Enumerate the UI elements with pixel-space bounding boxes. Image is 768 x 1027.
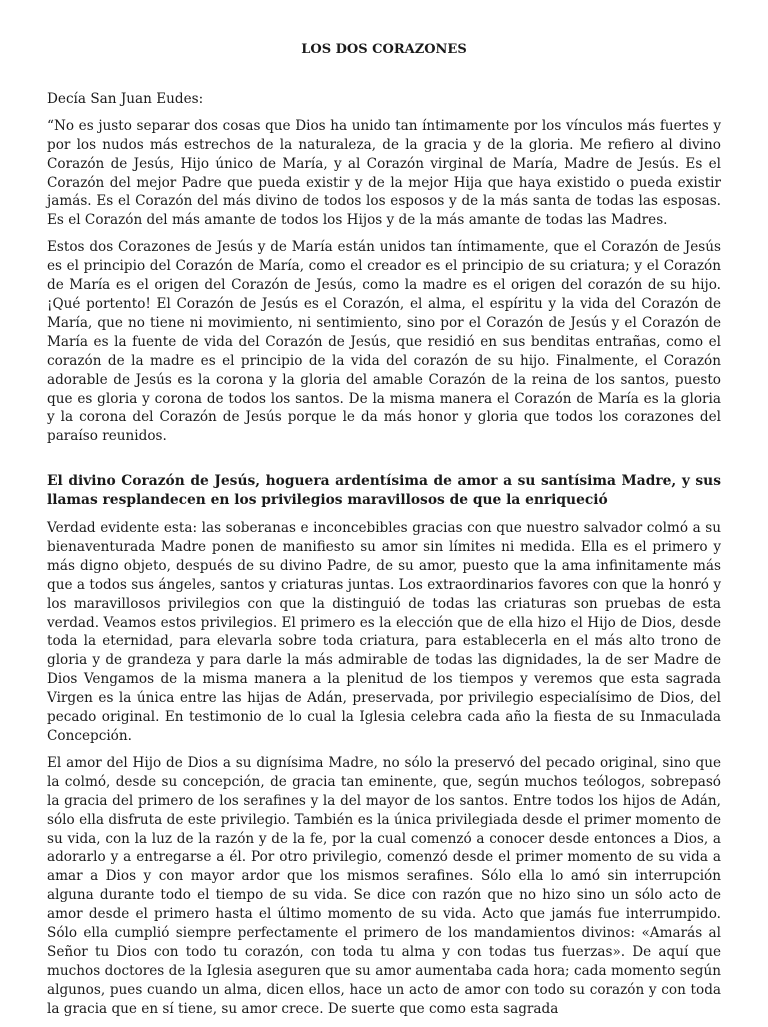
document-title: LOS DOS CORAZONES	[301, 42, 467, 57]
paragraph-two-hearts: Estos dos Corazones de Jesús y de María están unidos tan íntimamente, que el Corazón de Jesús es el principio del Corazón de María, como el creador es el principio de su criatura; y el Corazón de María es el origen del Corazón de Jesús, como la madre es el origen del corazón de su hijo. ¡Qué portento! El Corazón de Jesús es el Corazón, el alma, el espíritu y la vida del Corazón de María, que no tiene ni movimiento, ni sentimiento, sino por el Corazón de Jesús y el Corazón de María es la fuente de vida del Corazón de Jesús, que residió en sus benditas entrañas, como el corazón de la madre es el principio de la vida del corazón de su hijo. Finalmente, el Corazón adorable de Jesús es la corona y la gloria del amable Corazón de la reina de los santos, puesto que es gloria y corona de todos los santos. De la misma manera el Corazón de María es la gloria y la corona del Corazón de Jesús porque le da más honor y gloria que todos los corazones del paraíso reunidos.	[47, 239, 721, 445]
paragraph-privileges: Verdad evidente esta: las soberanas e inconcebibles gracias con que nuestro salvador colmó a su bienaventurada Madre ponen de manifiesto su amor sin límites ni medida. Ella es el primero y más digno objeto, después de su divino Padre, de su amor, puesto que la ama infinitamente más que a todos sus ángeles, santos y criaturas juntas. Los extraordinarios favores con que la honró y los maravillosos privilegios con que la distinguió de todas las criaturas son pruebas de esta verdad. Veamos estos privilegios. El primero es la elección que de ella hizo el Hijo de Dios, desde toda la eternidad, para elevarla sobre toda criatura, para establecerla en el más alto trono de gloria y de grandeza y para darle la más admirable de todas las dignidades, la de ser Madre de Dios Vengamos de la misma manera a la plenitud de los tiempos y veremos que esta sagrada Virgen es la única entre las hijas de Adán, preservada, por privilegio especialísimo de Dios, del pecado original. En testimonio de lo cual la Iglesia celebra cada año la fiesta de su Inmaculada Concepción.	[47, 520, 721, 744]
paragraph-love-of-son: El amor del Hijo de Dios a su dignísima Madre, no sólo la preservó del pecado original, sino que la colmó, desde su concepción, de gracia tan eminente, que, según muchos teólogos, sobrepasó la gracia del primero de los serafines y la del mayor de los santos. Entre todos los hijos de Adán, sólo ella disfruta de este privilegio. También es la única privilegiada desde el primer momento de su vida, con la luz de la razón y de la fe, por la cual comenzó a conocer desde entonces a Dios, a adorarlo y a entregarse a él. Por otro privilegio, comenzó desde el primer momento de su vida a amar a Dios y con mayor ardor que los mismos serafines. Sólo ella lo amó sin interrupción alguna durante todo el tiempo de su vida. Se dice con razón que no hizo sino un sólo acto de amor desde el primero hasta el último momento de su vida. Acto que jamás fue interrumpido. Sólo ella cumplió siempre perfectamente el primero de los mandamientos divinos: «Amarás al Señor tu Dios con todo tu corazón, con toda tu alma y con todas tus fuerzas». De aquí que muchos doctores de la Iglesia aseguren que su amor aumentaba cada hora; cada momento según algunos, pues cuando un alma, dicen ellos, hace un acto de amor con todo su corazón y con toda la gracia que en sí tiene, su amor crece. De suerte que como esta sagrada	[47, 754, 721, 1017]
paragraph-quote: “No es justo separar dos cosas que Dios ha unido tan íntimamente por los vínculos más fuertes y por los nudos más estrechos de la naturaleza, de la gracia y de la gloria. Me refiero al divino Corazón de Jesús, Hijo único de María, y al Corazón virginal de María, Madre de Jesús. Es el Corazón del mejor Padre que pueda existir y de la mejor Hija que haya existido o pueda existir jamás. Es el Corazón del más divino de todos los esposos y de la más santa de todas las esposas. Es el Corazón del más amante de todos los Hijos y de la más amante de todas las Madres.	[47, 117, 721, 229]
section-heading: El divino Corazón de Jesús, hoguera ardentísima de amor a su santísima Madre, y sus llamas resplandecen en los privilegios maravillosos de que la enriqueció	[47, 473, 721, 509]
document-page	[47, 41, 721, 1027]
intro-line: Decía San Juan Eudes:	[47, 90, 204, 107]
